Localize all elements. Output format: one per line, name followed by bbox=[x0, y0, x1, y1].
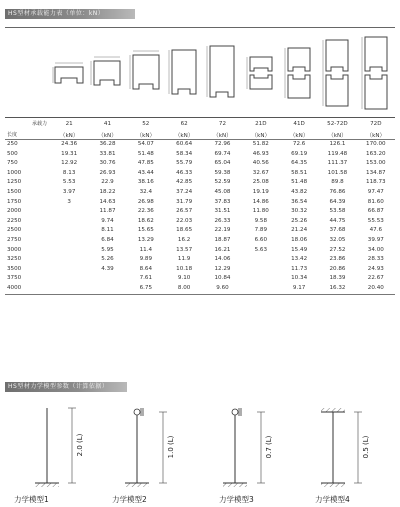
table-cell: 10.18 bbox=[176, 265, 193, 272]
table-row bbox=[5, 236, 395, 246]
table-cell: 163.20 bbox=[366, 150, 386, 157]
table-cell: 42.85 bbox=[176, 179, 193, 186]
row-length: 3750 bbox=[7, 275, 22, 282]
table-cell: 30.76 bbox=[99, 160, 116, 167]
row-length: 3500 bbox=[7, 265, 22, 272]
table-cell: 18.62 bbox=[137, 217, 154, 224]
table-cell: 119.48 bbox=[327, 150, 348, 157]
mechanical-models bbox=[0, 398, 400, 507]
column-unit: （kN） bbox=[280, 131, 318, 140]
table-cell bbox=[50, 265, 88, 275]
table-cell: 37.68 bbox=[329, 227, 346, 234]
profile-21d-drawing bbox=[244, 53, 278, 93]
table-cell: 26.33 bbox=[214, 217, 231, 224]
table-cell: 51.48 bbox=[291, 179, 308, 186]
column-unit: （kN） bbox=[357, 131, 395, 140]
column-name: 21D bbox=[255, 121, 267, 128]
table-cell bbox=[88, 274, 126, 284]
table-row bbox=[5, 284, 395, 294]
table-row bbox=[5, 207, 395, 217]
profile-41d-drawing bbox=[282, 45, 316, 101]
table-cell: 69.74 bbox=[214, 150, 231, 157]
row-length: 3000 bbox=[7, 246, 22, 253]
load-capacity-table bbox=[5, 27, 395, 295]
table-cell bbox=[242, 255, 280, 265]
model-3-label: 力学模型3 bbox=[219, 495, 254, 504]
table-cell: 64.39 bbox=[329, 198, 346, 205]
table-cell: 11.4 bbox=[139, 246, 153, 253]
table-cell: 40.56 bbox=[252, 160, 269, 167]
profile-52-72d-drawing bbox=[320, 38, 354, 108]
table-cell: 58.34 bbox=[176, 150, 193, 157]
table-cell: 27.52 bbox=[329, 246, 346, 253]
profile-21-cell bbox=[50, 28, 88, 118]
table-cell: 5.53 bbox=[62, 179, 76, 186]
table-cell: 101.58 bbox=[327, 169, 348, 176]
table-cell: 20.40 bbox=[357, 284, 395, 294]
models-drawing bbox=[0, 398, 400, 507]
table-cell: 11.73 bbox=[291, 265, 308, 272]
table-cell: 65.04 bbox=[214, 160, 231, 167]
table-cell: 8.13 bbox=[62, 169, 76, 176]
table-cell: 72.96 bbox=[214, 141, 231, 147]
profile-62-drawing bbox=[167, 46, 201, 100]
table-cell: 43.44 bbox=[137, 169, 154, 176]
table-cell: 51.82 bbox=[252, 141, 269, 147]
table-cell: 15.49 bbox=[291, 246, 308, 253]
profile-21d-cell bbox=[242, 28, 280, 118]
table-cell: 46.93 bbox=[252, 150, 269, 157]
table-cell: 43.82 bbox=[291, 188, 308, 195]
table-cell: 18.65 bbox=[176, 227, 193, 234]
table-cell: 13.57 bbox=[176, 246, 193, 253]
table-cell: 7.89 bbox=[254, 227, 268, 234]
row-length: 750 bbox=[7, 160, 18, 167]
table-cell: 8.64 bbox=[139, 265, 153, 272]
column-name: 52-72D bbox=[327, 121, 348, 128]
table-cell: 22.19 bbox=[214, 227, 231, 234]
table-cell: 47.6 bbox=[369, 227, 383, 234]
header-name-row bbox=[5, 118, 395, 131]
load-table-title: HS型材承载能力表（单位：kN） bbox=[5, 9, 135, 19]
table-cell: 51.48 bbox=[137, 150, 154, 157]
header-unit-row bbox=[5, 131, 395, 140]
table-cell: 126.1 bbox=[329, 141, 346, 147]
table-cell: 111.37 bbox=[327, 160, 348, 167]
profile-72-cell bbox=[203, 28, 241, 118]
table-cell: 26.98 bbox=[137, 198, 154, 205]
table-cell: 24.93 bbox=[367, 265, 384, 272]
table-cell: 13.29 bbox=[137, 236, 154, 243]
column-unit: （kN） bbox=[88, 131, 126, 140]
table-cell: 36.54 bbox=[291, 198, 308, 205]
table-cell: 44.75 bbox=[329, 217, 346, 224]
row-length: 2000 bbox=[7, 208, 22, 215]
table-cell: 52.59 bbox=[214, 179, 231, 186]
table-cell: 76.86 bbox=[329, 188, 346, 195]
row-length: 250 bbox=[7, 141, 18, 147]
model-3-length: 0.7 (L) bbox=[265, 435, 273, 459]
model-3-diagram bbox=[223, 408, 265, 487]
table-cell: 6.75 bbox=[127, 284, 165, 294]
header-length-label: 长度 bbox=[5, 131, 50, 140]
table-cell: 21.24 bbox=[291, 227, 308, 234]
table-cell: 14.86 bbox=[252, 198, 269, 205]
column-name: 52 bbox=[142, 121, 150, 128]
table-cell: 134.87 bbox=[366, 169, 386, 176]
profile-41-cell bbox=[88, 28, 126, 118]
table-cell: 31.51 bbox=[214, 208, 231, 215]
table-cell: 11.9 bbox=[177, 256, 191, 263]
table-cell: 13.42 bbox=[291, 256, 308, 263]
table-cell: 72.6 bbox=[292, 141, 306, 147]
table-cell bbox=[242, 274, 280, 284]
profile-62-cell bbox=[165, 28, 203, 118]
table-cell: 4.39 bbox=[101, 265, 114, 272]
row-length: 1750 bbox=[7, 198, 22, 205]
row-length: 1000 bbox=[7, 169, 22, 176]
row-length: 4000 bbox=[5, 284, 50, 294]
blank-cell bbox=[5, 28, 50, 118]
column-name: 21 bbox=[65, 121, 73, 128]
column-unit: （kN） bbox=[127, 131, 165, 140]
table-cell: 97.47 bbox=[367, 188, 384, 195]
table-row bbox=[5, 169, 395, 179]
table-cell: 22.03 bbox=[176, 217, 193, 224]
table-cell: 9.17 bbox=[280, 284, 318, 294]
table-cell bbox=[242, 284, 280, 294]
table-cell: 6.84 bbox=[101, 236, 114, 243]
table-cell: 18.22 bbox=[99, 188, 116, 195]
table-cell: 5.63 bbox=[254, 246, 268, 253]
table-cell: 14.63 bbox=[99, 198, 116, 205]
table-cell bbox=[50, 255, 88, 265]
table-row bbox=[5, 188, 395, 198]
model-4-label: 力学模型4 bbox=[315, 495, 350, 504]
row-length: 1250 bbox=[7, 179, 22, 186]
profile-72d-cell bbox=[357, 28, 395, 118]
table-cell: 18.87 bbox=[214, 236, 231, 243]
table-cell bbox=[50, 217, 88, 227]
table-cell: 16.2 bbox=[177, 236, 191, 243]
row-length: 2500 bbox=[7, 227, 22, 234]
table-row bbox=[5, 217, 395, 227]
table-cell bbox=[50, 246, 88, 256]
table-cell: 12.92 bbox=[61, 160, 78, 167]
table-cell: 59.38 bbox=[214, 169, 231, 176]
table-cell: 60.64 bbox=[176, 141, 193, 147]
row-length: 500 bbox=[7, 150, 18, 157]
table-cell: 34.00 bbox=[367, 246, 384, 253]
table-cell: 9.74 bbox=[101, 217, 114, 224]
row-length: 1500 bbox=[7, 188, 22, 195]
table-cell: 11.87 bbox=[99, 208, 116, 215]
table-cell: 16.21 bbox=[214, 246, 231, 253]
model-2-length: 1.0 (L) bbox=[167, 435, 175, 459]
row-length: 3250 bbox=[7, 256, 22, 263]
profile-41-drawing bbox=[90, 53, 124, 93]
table-cell: 25.08 bbox=[252, 179, 269, 186]
table-row bbox=[5, 274, 395, 284]
table-cell: 7.61 bbox=[139, 275, 153, 282]
table-cell: 153.00 bbox=[366, 160, 386, 167]
table-cell: 53.58 bbox=[329, 208, 346, 215]
table-cell: 18.39 bbox=[329, 275, 346, 282]
table-cell: 8.00 bbox=[165, 284, 203, 294]
model-1-diagram bbox=[35, 408, 76, 487]
table-cell: 58.51 bbox=[291, 169, 308, 176]
table-cell: 19.19 bbox=[252, 188, 269, 195]
table-cell: 19.31 bbox=[61, 150, 78, 157]
column-name: 62 bbox=[180, 121, 188, 128]
table-cell: 45.08 bbox=[214, 188, 231, 195]
table-cell: 66.87 bbox=[367, 208, 384, 215]
table-cell: 8.11 bbox=[101, 227, 114, 234]
table-cell bbox=[50, 207, 88, 217]
column-name: 41 bbox=[103, 121, 112, 128]
profile-21-drawing bbox=[52, 53, 86, 93]
profile-72-drawing bbox=[205, 43, 239, 103]
table-cell: 32.4 bbox=[139, 188, 153, 195]
table-cell: 36.28 bbox=[99, 141, 116, 147]
table-cell bbox=[50, 284, 88, 294]
column-name: 72 bbox=[218, 121, 227, 128]
table-cell: 16.32 bbox=[318, 284, 356, 294]
table-cell: 28.33 bbox=[367, 256, 384, 263]
table-cell: 14.06 bbox=[214, 256, 231, 263]
table-cell: 10.84 bbox=[214, 275, 231, 282]
table-cell: 6.60 bbox=[254, 236, 268, 243]
table-cell bbox=[50, 274, 88, 284]
table-row bbox=[5, 265, 395, 275]
table-cell: 20.86 bbox=[329, 265, 346, 272]
profile-row bbox=[5, 28, 395, 118]
table-cell: 9.58 bbox=[254, 217, 268, 224]
table-cell bbox=[242, 265, 280, 275]
table-cell: 38.16 bbox=[137, 179, 154, 186]
column-name: 41D bbox=[293, 121, 305, 128]
table-row bbox=[5, 178, 395, 188]
column-unit: （kN） bbox=[318, 131, 356, 140]
table-row bbox=[5, 159, 395, 169]
table-cell: 24.36 bbox=[61, 141, 78, 147]
table-cell: 9.89 bbox=[139, 256, 153, 263]
table-cell: 54.07 bbox=[137, 141, 154, 147]
table-cell: 55.79 bbox=[176, 160, 193, 167]
table-cell bbox=[88, 284, 126, 294]
table-cell bbox=[50, 236, 88, 246]
table-cell: 18.06 bbox=[291, 236, 308, 243]
table-cell: 32.05 bbox=[329, 236, 346, 243]
table-row bbox=[5, 255, 395, 265]
row-length: 2750 bbox=[7, 236, 22, 243]
profile-52-cell bbox=[127, 28, 165, 118]
model-4-diagram bbox=[321, 408, 362, 487]
table-cell: 47.85 bbox=[137, 160, 154, 167]
table-cell: 31.79 bbox=[176, 198, 193, 205]
table-cell: 9.10 bbox=[177, 275, 191, 282]
table-cell: 22.36 bbox=[137, 208, 154, 215]
table-cell: 69.19 bbox=[291, 150, 308, 157]
header-load-label: 承载力 bbox=[31, 121, 47, 128]
column-name: 72D bbox=[370, 121, 382, 128]
table-cell: 5.95 bbox=[101, 246, 114, 253]
profile-52-drawing bbox=[129, 49, 163, 97]
profile-41d-cell bbox=[280, 28, 318, 118]
table-cell: 26.57 bbox=[176, 208, 193, 215]
table-cell: 170.00 bbox=[366, 141, 386, 147]
table-row bbox=[5, 226, 395, 236]
table-cell: 37.83 bbox=[214, 198, 231, 205]
column-unit: （kN） bbox=[50, 131, 88, 140]
table-cell: 10.34 bbox=[291, 275, 308, 282]
table-cell: 9.60 bbox=[203, 284, 241, 294]
table-cell: 33.81 bbox=[99, 150, 116, 157]
table-cell: 22.9 bbox=[101, 179, 114, 186]
model-2-label: 力学模型2 bbox=[112, 495, 147, 504]
table-cell: 81.60 bbox=[367, 198, 384, 205]
model-1-length: 2.0 (L) bbox=[76, 433, 84, 457]
table-cell: 15.65 bbox=[137, 227, 154, 234]
table-row bbox=[5, 246, 395, 256]
table-row bbox=[5, 150, 395, 160]
profile-52-72d-cell bbox=[318, 28, 356, 118]
table-cell: 12.29 bbox=[214, 265, 231, 272]
table-cell: 39.97 bbox=[367, 236, 384, 243]
table-cell: 89.8 bbox=[331, 179, 344, 186]
model-2-diagram bbox=[125, 408, 167, 487]
models-title: HS型材力学模型参数（计算依据） bbox=[5, 382, 127, 392]
column-unit: （kN） bbox=[242, 131, 280, 140]
table-cell: 30.32 bbox=[291, 208, 308, 215]
table-row bbox=[5, 140, 395, 150]
column-unit: （kN） bbox=[165, 131, 203, 140]
table-row bbox=[5, 198, 395, 208]
table-cell: 25.26 bbox=[291, 217, 308, 224]
model-1-label: 力学模型1 bbox=[14, 495, 49, 504]
table-cell: 37.24 bbox=[176, 188, 193, 195]
table-cell: 32.67 bbox=[252, 169, 269, 176]
table-cell: 11.80 bbox=[252, 208, 269, 215]
table-cell: 23.86 bbox=[329, 256, 346, 263]
table-cell: 3.97 bbox=[62, 188, 76, 195]
model-4-length: 0.5 (L) bbox=[362, 435, 370, 459]
table-cell: 118.73 bbox=[366, 179, 386, 186]
table-cell: 3 bbox=[67, 198, 71, 205]
table-cell bbox=[50, 226, 88, 236]
table-body bbox=[5, 140, 395, 295]
table-cell: 26.93 bbox=[99, 169, 116, 176]
profile-72d-drawing bbox=[359, 35, 393, 111]
table-cell: 46.33 bbox=[176, 169, 193, 176]
row-length: 2250 bbox=[7, 217, 22, 224]
table-cell: 64.35 bbox=[291, 160, 308, 167]
table-cell: 22.67 bbox=[367, 275, 384, 282]
table-cell: 5.26 bbox=[101, 256, 114, 263]
column-unit: （kN） bbox=[203, 131, 241, 140]
table-cell: 55.53 bbox=[367, 217, 384, 224]
